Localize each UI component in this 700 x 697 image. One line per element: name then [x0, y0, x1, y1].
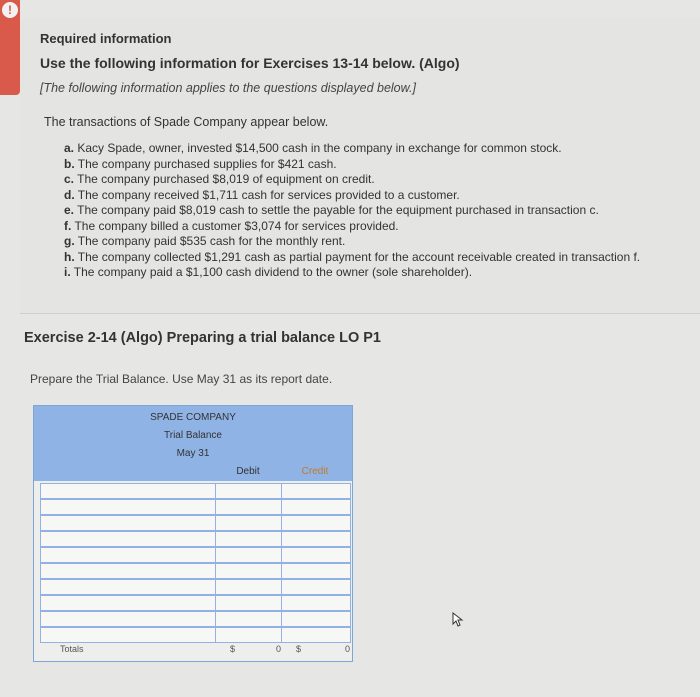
alert-exclamation-icon: !	[2, 2, 18, 18]
transaction-letter: f.	[64, 218, 72, 233]
transaction-item	[64, 265, 640, 281]
total-credit-currency: $	[296, 644, 302, 654]
transaction-text: The company received $1,711 cash for services provided to a customer.	[77, 187, 460, 202]
applies-note: [The following information applies to the questions displayed below.]	[40, 81, 416, 95]
transaction-letter: c.	[64, 172, 75, 186]
debit-input[interactable]	[215, 596, 282, 610]
account-input[interactable]	[41, 612, 216, 626]
transaction-text: Kacy Spade, owner, invested $14,500 cash in the company in exchange for common stock.	[77, 141, 562, 155]
debit-input[interactable]	[215, 516, 282, 530]
account-input[interactable]	[41, 580, 216, 594]
credit-input[interactable]	[282, 612, 350, 626]
credit-input[interactable]	[282, 516, 350, 530]
transaction-letter: a.	[64, 141, 75, 155]
trial-balance-row	[40, 547, 351, 563]
debit-input[interactable]	[215, 564, 282, 578]
trial-balance-row	[40, 515, 351, 531]
transaction-text: The company paid $535 cash for the monthly rent.	[77, 234, 346, 248]
statement-name: Trial Balance	[164, 430, 222, 441]
credit-column-header: Credit	[301, 466, 329, 477]
transaction-letter: d.	[64, 187, 75, 202]
debit-input[interactable]	[215, 484, 282, 498]
total-debit-currency: $	[230, 644, 236, 654]
total-debit-value: 0	[276, 644, 282, 654]
transaction-item	[64, 172, 640, 188]
debit-input[interactable]	[215, 580, 282, 594]
transaction-item	[64, 141, 640, 157]
account-input[interactable]	[41, 500, 216, 514]
trial-balance-worksheet	[33, 405, 353, 662]
debit-input[interactable]	[215, 532, 282, 546]
transaction-letter: b.	[64, 156, 75, 171]
transaction-letter: i.	[64, 265, 71, 279]
transaction-letter: g.	[64, 234, 75, 248]
trial-balance-row	[40, 499, 351, 515]
transaction-text: The company billed a customer $3,074 for services provided.	[74, 218, 399, 233]
trial-balance-row	[40, 611, 351, 627]
transaction-text: The company paid a $1,100 cash dividend to the owner (sole shareholder).	[73, 265, 473, 279]
credit-input[interactable]	[282, 532, 350, 546]
credit-input[interactable]	[282, 548, 350, 562]
trial-balance-row	[40, 579, 351, 595]
trial-balance-row	[40, 595, 351, 611]
transaction-list	[64, 141, 640, 281]
transaction-item	[64, 219, 640, 235]
transaction-item	[64, 250, 640, 266]
credit-input[interactable]	[282, 564, 350, 578]
account-input[interactable]	[41, 484, 216, 498]
credit-input[interactable]	[282, 500, 350, 514]
debit-input[interactable]	[215, 612, 282, 626]
debit-input[interactable]	[215, 548, 282, 562]
statement-date: May 31	[176, 448, 210, 459]
transaction-item	[64, 203, 640, 219]
transaction-text: The company paid $8,019 cash to settle the payable for the equipment purchased in transaction c.	[77, 203, 599, 217]
account-input[interactable]	[41, 596, 216, 610]
exercise-title: Exercise 2-14 (Algo) Preparing a trial balance LO P1	[24, 330, 381, 346]
transaction-item	[64, 188, 640, 204]
trial-balance-row	[40, 563, 351, 579]
account-input[interactable]	[41, 532, 216, 546]
trial-balance-row	[40, 531, 351, 547]
total-credit-value: 0	[345, 644, 351, 654]
account-input[interactable]	[41, 564, 216, 578]
account-input[interactable]	[41, 548, 216, 562]
transaction-item	[64, 234, 640, 250]
credit-input[interactable]	[282, 484, 350, 498]
exercise-instruction: Prepare the Trial Balance. Use May 31 as its report date.	[30, 372, 333, 386]
totals-label: Totals	[60, 644, 84, 654]
mouse-cursor-icon	[452, 612, 466, 628]
debit-input[interactable]	[215, 500, 282, 514]
transaction-item	[64, 157, 640, 173]
worksheet-header	[34, 406, 352, 468]
transaction-text: The company purchased $8,019 of equipment on credit.	[77, 172, 375, 186]
transaction-text: The company collected $1,291 cash as partial payment for the account receivable created in transaction f.	[77, 249, 641, 264]
debit-column-header: Debit	[236, 466, 260, 477]
transaction-letter: h.	[64, 249, 75, 264]
trial-balance-row	[40, 483, 351, 499]
credit-input[interactable]	[282, 580, 350, 594]
required-information-title: Required information	[40, 31, 172, 46]
column-header-row	[34, 463, 352, 481]
transactions-intro: The transactions of Spade Company appear below.	[44, 115, 329, 129]
transaction-text: The company purchased supplies for $421 cash.	[77, 156, 337, 171]
transaction-letter: e.	[64, 203, 75, 217]
use-info-title: Use the following information for Exercises 13-14 below. (Algo)	[40, 55, 460, 71]
company-name: SPADE COMPANY	[150, 412, 236, 423]
alert-tab	[0, 0, 20, 95]
account-input[interactable]	[41, 516, 216, 530]
credit-input[interactable]	[282, 596, 350, 610]
totals-row	[40, 640, 351, 658]
